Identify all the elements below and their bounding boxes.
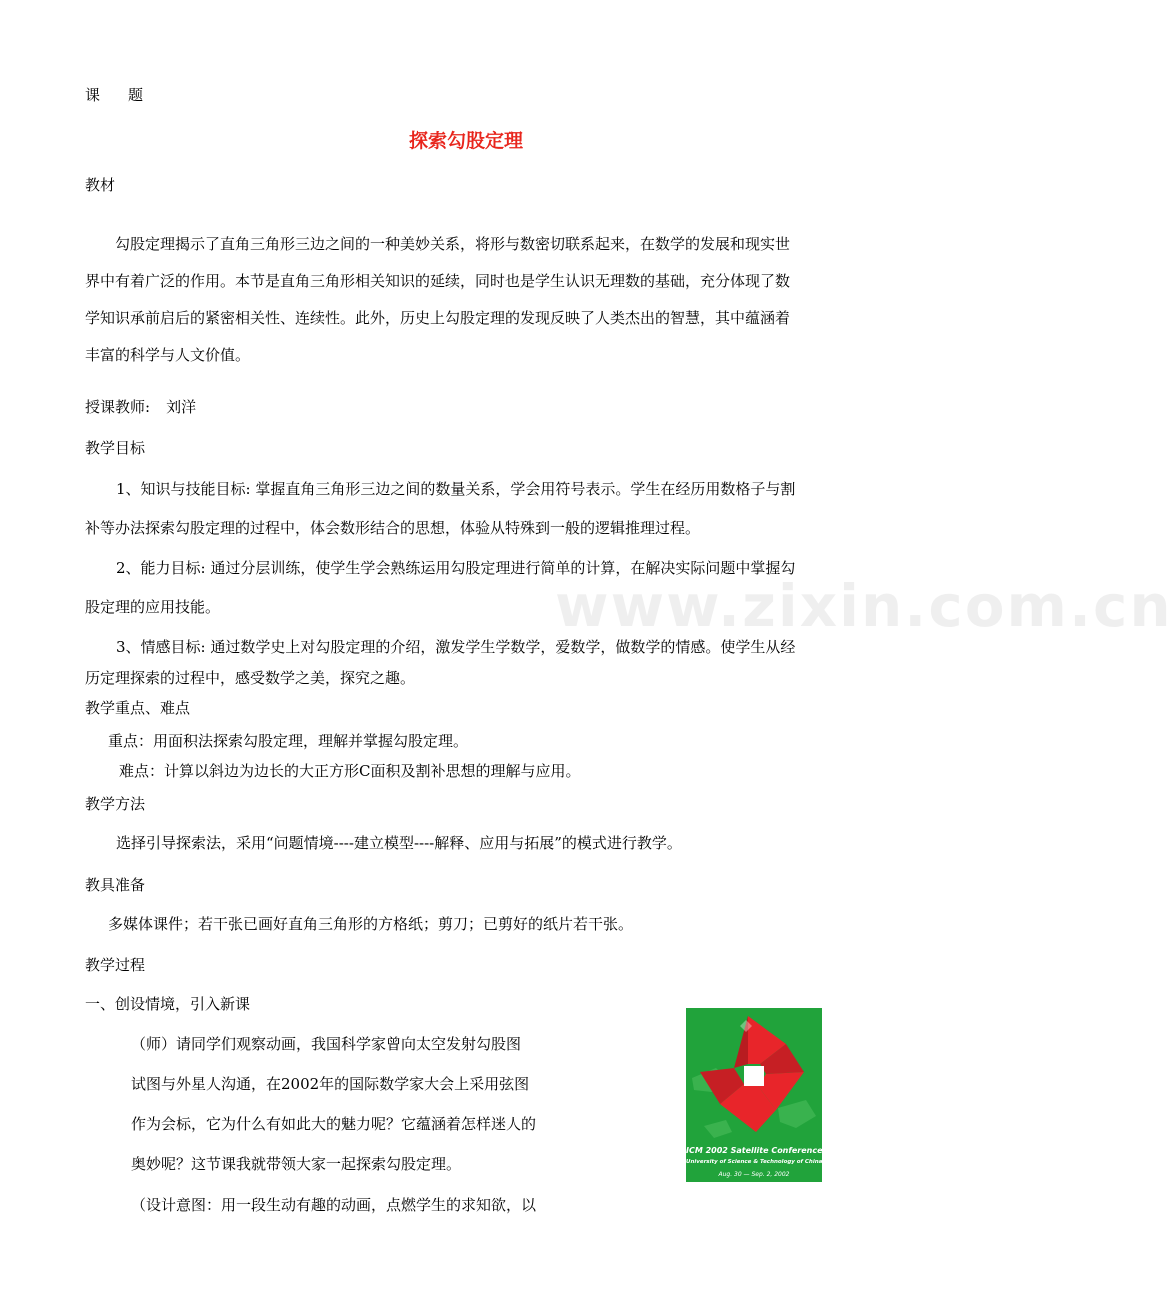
textbook-line-4: 丰富的科学与人文价值。 [85, 346, 251, 364]
logo-line-1: ICM 2002 Satellite Conference [686, 1146, 823, 1155]
pinwheel-logo-icon [686, 1008, 822, 1182]
tools-heading: 教具准备 [85, 876, 146, 894]
process-line-3: 作为会标，它为什么有如此大的魅力呢？它蕴涵着怎样迷人的 [131, 1115, 537, 1133]
watermark: www.zixin.com.cn [555, 572, 1173, 640]
objective-3-line-2: 历定理探索的过程中，感受数学之美，探究之趣。 [85, 669, 416, 687]
teacher-label: 授课教师: [85, 398, 151, 416]
key-points-heading: 教学重点、难点 [85, 699, 191, 717]
method-heading: 教学方法 [85, 795, 146, 813]
textbook-line-2: 界中有着广泛的作用。本节是直角三角形相关知识的延续，同时也是学生认识无理数的基础，充分体现了数 [85, 272, 791, 290]
process-section-1: 一、创设情境，引入新课 [85, 995, 251, 1013]
page-title: 探索勾股定理 [408, 130, 523, 152]
teacher-name: 刘洋 [166, 398, 197, 416]
textbook-heading: 教材 [85, 176, 116, 194]
key-point-focus: 重点：用面积法探索勾股定理，理解并掌握勾股定理。 [108, 732, 469, 750]
process-line-5: （设计意图：用一段生动有趣的动画，点燃学生的求知欲，以 [131, 1196, 537, 1214]
objective-2-line-2: 股定理的应用技能。 [85, 598, 221, 616]
key-point-difficulty: 难点：计算以斜边为边长的大正方形C面积及割补思想的理解与应用。 [119, 762, 581, 780]
lesson-header [85, 84, 143, 105]
objective-1-line-2: 补等办法探索勾股定理的过程中，体会数形结合的思想，体验从特殊到一般的逻辑推理过程。 [85, 519, 701, 537]
textbook-line-3: 学知识承前启后的紧密相关性、连续性。此外，历史上勾股定理的发现反映了人类杰出的智慧，其中蕴涵着 [85, 309, 791, 327]
process-line-1: （师）请同学们观察动画，我国科学家曾向太空发射勾股图 [131, 1035, 522, 1053]
header-label-right: 题 [128, 86, 144, 104]
objective-3-line-1: 3、情感目标: 通过数学史上对勾股定理的介绍，激发学生学数学，爱数学，做数学的情感。使学生从经 [116, 638, 796, 656]
objective-2-line-1: 2、能力目标: 通过分层训练，使学生学会熟练运用勾股定理进行简单的计算，在解决实际问题中掌握勾 [116, 559, 796, 577]
method-text: 选择引导探索法，采用“问题情境----建立模型----解释、应用与拓展”的模式进行教学。 [116, 834, 682, 852]
textbook-line-1: 勾股定理揭示了直角三角形三边之间的一种美妙关系，将形与数密切联系起来，在数学的发展和现实世 [115, 235, 791, 253]
process-heading: 教学过程 [85, 956, 146, 974]
header-label-left: 课 [85, 86, 101, 104]
logo-line-3: Aug. 30 — Sep. 2, 2002 [718, 1171, 790, 1178]
tools-text: 多媒体课件；若干张已画好直角三角形的方格纸；剪刀；已剪好的纸片若干张。 [108, 915, 634, 933]
icm-2002-logo-image [686, 1008, 822, 1182]
logo-line-2: University of Science & Technology of China [686, 1159, 823, 1165]
objectives-heading: 教学目标 [85, 439, 146, 457]
process-line-2: 试图与外星人沟通，在2002年的国际数学家大会上采用弦图 [131, 1075, 530, 1093]
process-line-4: 奥妙呢？这节课我就带领大家一起探索勾股定理。 [131, 1155, 462, 1173]
objective-1-line-1: 1、知识与技能目标: 掌握直角三角形三边之间的数量关系，学会用符号表示。学生在经历用数格子与割 [116, 480, 796, 498]
teacher-line [85, 396, 196, 417]
